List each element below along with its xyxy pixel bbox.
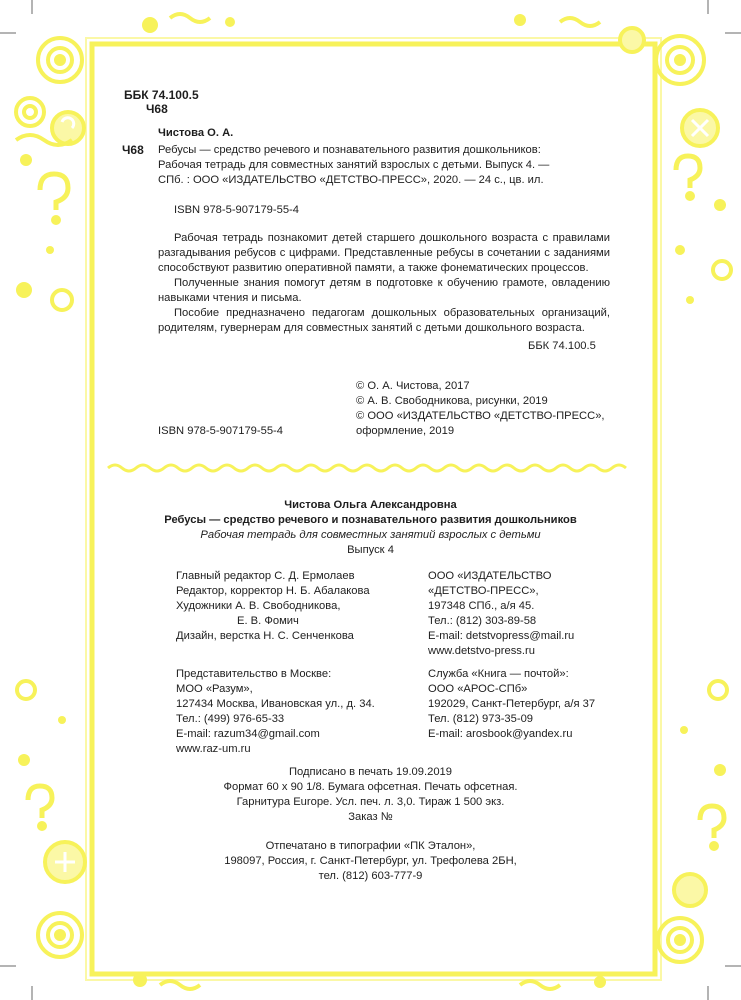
bbk-code-bottom: ББК 74.100.5 — [528, 340, 596, 352]
copyright-line-4: оформление, 2019 — [356, 425, 455, 437]
publisher-line: Тел.: (812) 303-89-58 — [428, 615, 537, 627]
print-detail-line: Заказ № — [348, 811, 393, 823]
author-mark-top: Ч68 — [146, 102, 168, 116]
publisher-line: «ДЕТСТВО-ПРЕСС», — [428, 585, 539, 597]
copyright-isbn: ISBN 978-5-907179-55-4 — [158, 425, 284, 437]
annotation-paragraph-2: Полученные знания помогут детям в подготовке к обучению грамоте, овладению навыками чтения и письма. — [158, 277, 610, 304]
moscow-line: www.raz-um.ru — [176, 743, 251, 755]
copyright-line-2: © А. В. Свободникова, рисунки, 2019 — [356, 395, 548, 407]
annotation-paragraph-1: Рабочая тетрадь познакомит детей старшего дошкольного возраста с правилами разгадывания ребусов с цифрами. Представленные ребусы в сочетании с заданиями способствуют развитию оперативной памяти, а также фонематических процессов. — [158, 232, 610, 274]
printer-line: тел. (812) 603-777-9 — [318, 870, 423, 882]
moscow-line: E-mail: razum34@gmail.com — [176, 728, 320, 740]
catalog-isbn: ISBN 978-5-907179-55-4 — [174, 204, 300, 216]
mail-service-line: Служба «Книга — почтой»: — [428, 668, 569, 680]
publisher-line: E-mail: detstvopress@mail.ru — [428, 630, 575, 642]
print-detail-line: Формат 60 х 90 1/8. Бумага офсетная. Печать офсетная. — [223, 781, 518, 793]
mail-service-line: ООО «АРОС-СПб» — [428, 683, 528, 695]
moscow-line: 127434 Москва, Ивановская ул., д. 34. — [176, 698, 375, 710]
imprint-issue: Выпуск 4 — [347, 544, 394, 556]
catalog-entry-line2: Рабочая тетрадь для совместных занятий взрослых с детьми. Выпуск 4. — — [158, 159, 550, 171]
catalog-author: Чистова О. А. — [158, 127, 234, 139]
print-detail-line: Гарнитура Europe. Усл. печ. л. 3,0. Тираж 1 500 экз. — [236, 796, 505, 808]
annotation-paragraph-3: Пособие предназначено педагогам дошкольных образовательных организаций, родителям, гувернерам для совместных занятий с детьми дошкольного возраста. — [158, 307, 610, 334]
corner-ornament-bottom-left — [17, 681, 200, 989]
catalog-entry-line1: Ребусы — средство речевого и познавательного развития дошкольников: — [158, 144, 541, 156]
print-detail-line: Подписано в печать 19.09.2019 — [289, 766, 452, 778]
bbk-code-top: ББК 74.100.5 — [124, 88, 199, 102]
staff-line: Дизайн, верстка Н. С. Сенченкова — [176, 630, 354, 642]
printer-line: Отпечатано в типографии «ПК Эталон», — [265, 840, 476, 852]
wavy-divider — [108, 465, 626, 471]
copyright-line-3: © ООО «ИЗДАТЕЛЬСТВО «ДЕТСТВО-ПРЕСС», — [356, 410, 605, 422]
publisher-line: ООО «ИЗДАТЕЛЬСТВО — [428, 570, 552, 582]
publisher-line: www.detstvo-press.ru — [428, 645, 535, 657]
staff-line: Е. В. Фомич — [237, 615, 299, 627]
publisher-line: 197348 СПб., а/я 45. — [428, 600, 535, 612]
mail-service-line: Тел. (812) 973-35-09 — [428, 713, 534, 725]
staff-line: Главный редактор С. Д. Ермолаев — [176, 570, 355, 582]
imprint-subtitle: Рабочая тетрадь для совместных занятий взрослых с детьми — [200, 529, 541, 541]
imprint-title: Ребусы — средство речевого и познавательного развития дошкольников — [164, 514, 577, 526]
printer-line: 198097, Россия, г. Санкт-Петербург, ул. Трефолева 2БН, — [224, 855, 517, 867]
staff-line: Художники А. В. Свободникова, — [176, 600, 341, 612]
mail-service-line: 192029, Санкт-Петербург, а/я 37 — [428, 698, 596, 710]
imprint-author: Чистова Ольга Александровна — [284, 499, 457, 511]
moscow-line: МОО «Разум», — [176, 683, 253, 695]
mail-service-line: E-mail: arosbook@yandex.ru — [428, 728, 573, 740]
moscow-line: Тел.: (499) 976-65-33 — [176, 713, 285, 725]
moscow-line: Представительство в Москве: — [176, 668, 332, 680]
copyright-line-1: © О. А. Чистова, 2017 — [356, 380, 470, 392]
author-mark-left: Ч68 — [122, 143, 144, 157]
catalog-entry-line3: СПб. : ООО «ИЗДАТЕЛЬСТВО «ДЕТСТВО-ПРЕСС», 2020. — 24 с., цв. ил. — [158, 174, 544, 186]
staff-line: Редактор, корректор Н. Б. Абалакова — [176, 585, 370, 597]
